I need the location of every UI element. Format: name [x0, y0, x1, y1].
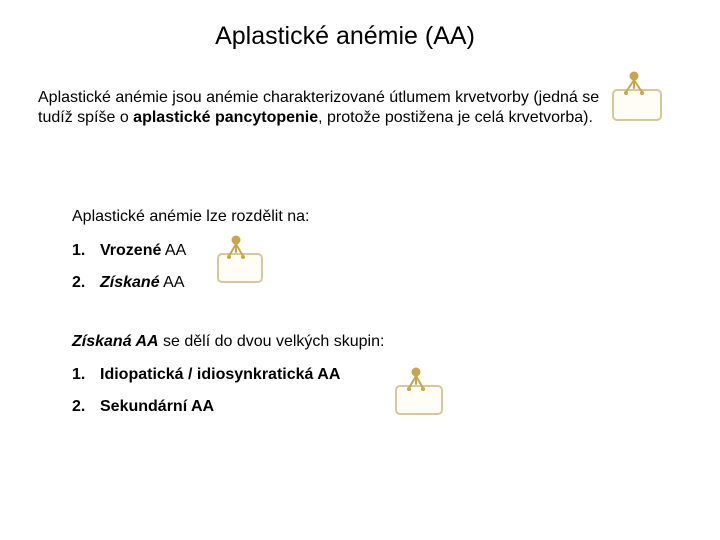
list-text: AA — [159, 274, 185, 291]
figure-with-sign-icon — [608, 70, 664, 124]
list-number: 2. — [72, 274, 86, 291]
intro-emphasis: aplastické pancytopenie — [133, 109, 319, 126]
list-item — [72, 274, 185, 292]
list-text: Sekundární AA — [100, 398, 215, 415]
list-number: 2. — [72, 398, 86, 415]
list-text: Idiopatická / idiosynkratická AA — [100, 366, 341, 383]
list-item — [72, 366, 340, 384]
figure-with-sign-icon — [392, 366, 446, 418]
list-term: Vrozené — [100, 242, 162, 259]
division-heading: Aplastické anémie lze rozdělit na: — [72, 208, 310, 225]
acquired-heading — [72, 333, 384, 351]
slide-title: Aplastické anémie (AA) — [215, 22, 475, 50]
list-text: AA — [161, 242, 187, 259]
list-item — [72, 242, 186, 260]
intro-text-end: , protože postižena je celá krvetvorba). — [318, 109, 593, 126]
list-item — [72, 398, 214, 416]
intro-text-start: Aplastické anémie jsou anémie charakterizované útlumem krvetvorby (jedná se tudíž spíše o — [38, 89, 600, 126]
list-number: 1. — [72, 242, 86, 259]
list-term: Získané — [100, 274, 160, 291]
acquired-term: Získaná AA — [72, 333, 159, 350]
intro-paragraph — [38, 88, 618, 128]
list-number: 1. — [72, 366, 86, 383]
figure-with-sign-icon — [214, 234, 266, 286]
acquired-heading-text: se dělí do dvou velkých skupin: — [158, 333, 385, 350]
